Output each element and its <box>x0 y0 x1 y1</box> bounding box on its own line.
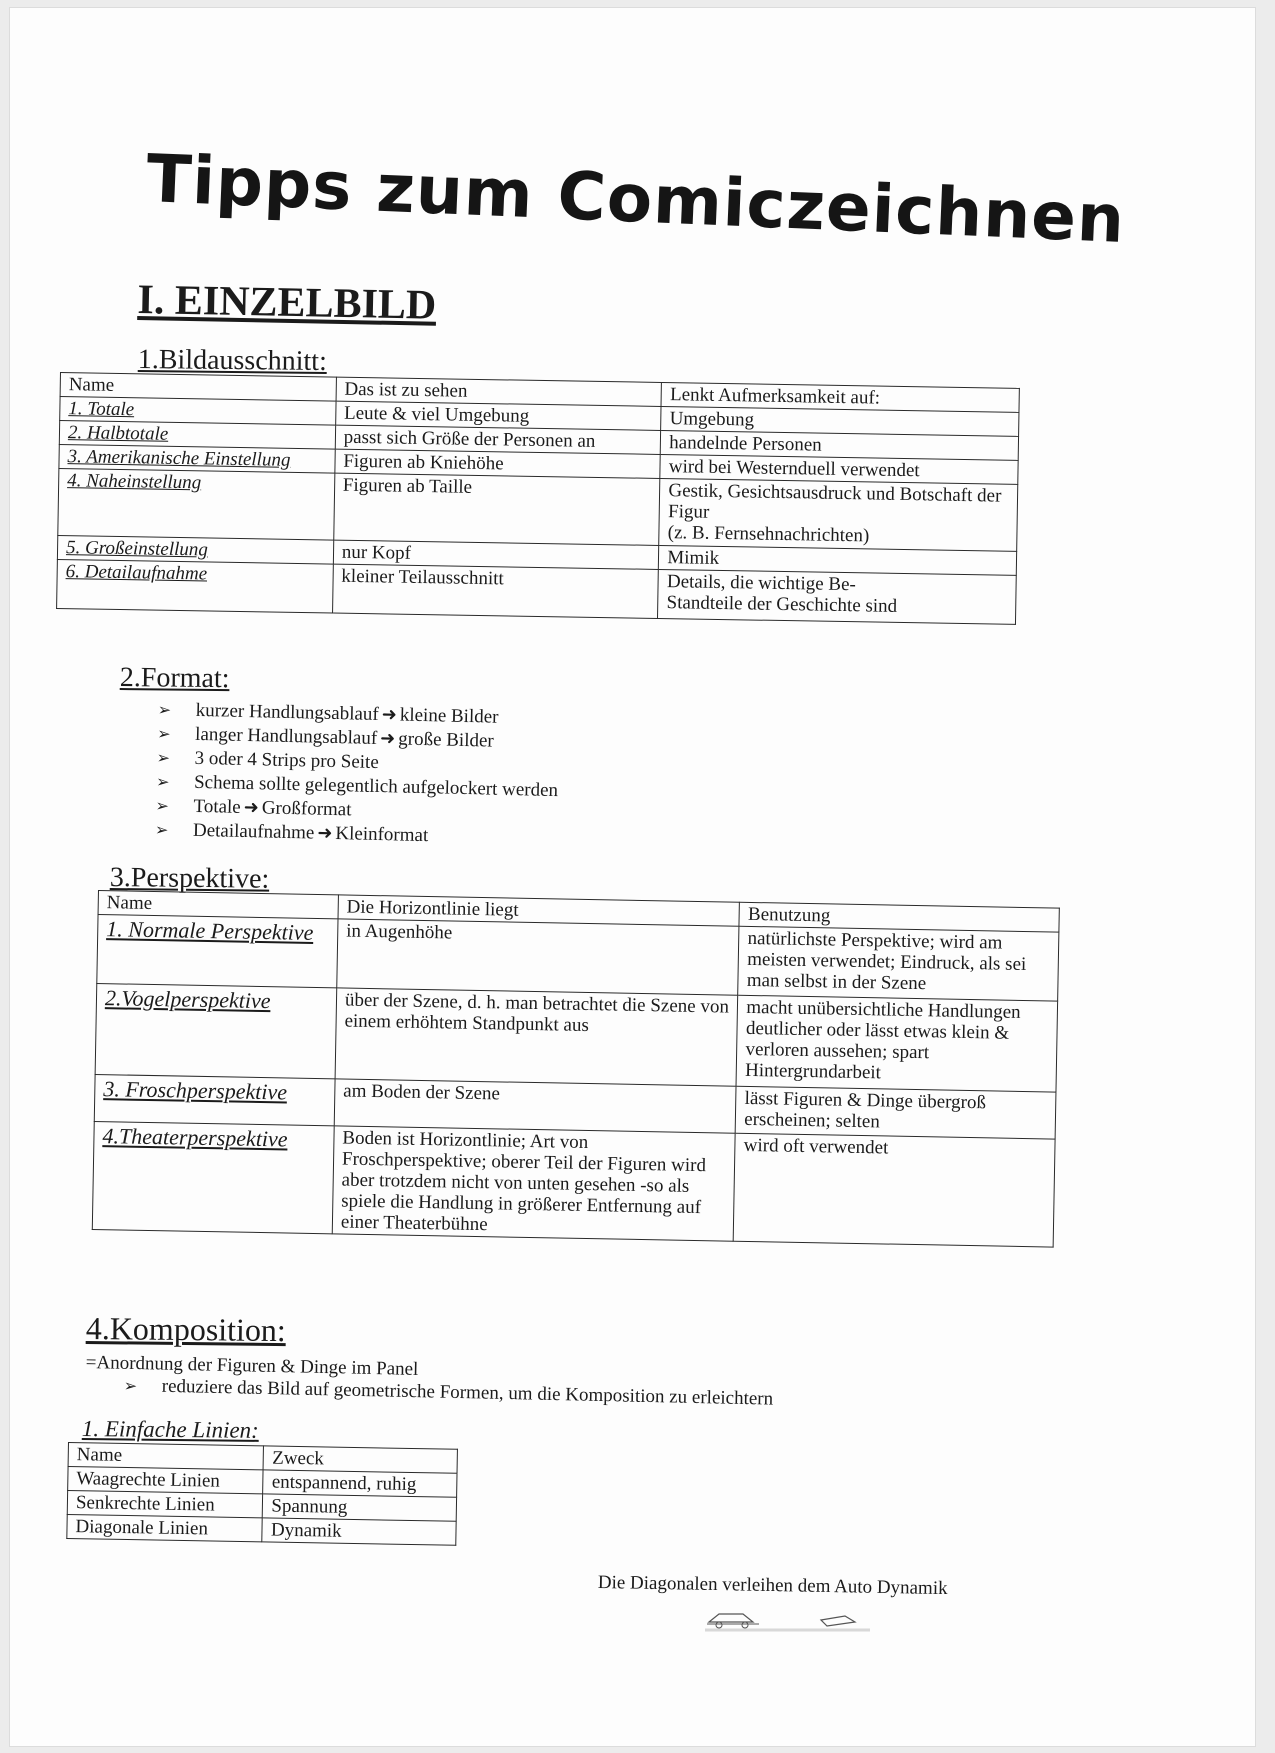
part-heading: I. EINZELBILD <box>137 276 437 329</box>
row-name: 3. Amerikanische Einstellung <box>59 444 335 473</box>
row-content: kleiner Teilausschnitt <box>332 564 658 618</box>
header-cell: Name <box>98 891 338 919</box>
right-arrow-icon: ➜ <box>379 728 396 750</box>
row-name: Waagrechte Linien <box>68 1467 264 1494</box>
section4-heading: 4.Komposition: <box>85 1310 287 1349</box>
row-name: 4. Naheinstellung <box>58 468 335 540</box>
header-cell: Benutzung <box>739 902 1059 932</box>
row-name: 6. Detailaufnahme <box>57 559 334 613</box>
row-usage: natürlichste Perspektive; wird am meisten verwendet; Eindruck, als sei man selbst in der Szene <box>738 926 1059 1001</box>
bildausschnitt-table <box>56 372 1020 625</box>
row-horizon: über der Szene, d. h. man betrachtet die Szene von einem erhöhtem Standpunkt aus <box>335 988 738 1086</box>
format-list-wrap <box>155 698 560 851</box>
car-caption: Die Diagonalen verleihen dem Auto Dynamik <box>597 1572 948 1600</box>
row-attention: handelnde Personen <box>661 430 1019 460</box>
table-row <box>95 983 1058 1092</box>
row-purpose: entspannend, ruhig <box>263 1470 457 1497</box>
row-content: Figuren ab Taille <box>333 473 660 545</box>
row-attention: Mimik <box>659 545 1017 575</box>
section1-heading: 1.Bildausschnitt: <box>137 344 327 377</box>
row-attention: Gestik, Gesichtsausdruck und Botschaft der Figur (z. B. Fernsehnachrichten) <box>659 478 1018 551</box>
list-item: ➢ kurzer Handlungsablauf ➜ kleine Bilder <box>157 698 559 731</box>
composition-definition: =Anordnung der Figuren & Dinge im Panel <box>85 1352 419 1380</box>
right-arrow-icon: ➜ <box>317 822 333 844</box>
row-horizon: Boden ist Horizontlinie; Art von Froschperspektive; oberer Teil der Figuren wird aber trotzdem nicht von unten gesehen -so als spiele die Handlung in größerer Entfernung auf einer Theaterbühne <box>332 1126 735 1241</box>
perspektive-table-wrap <box>92 890 1060 1248</box>
row-name: Diagonale Linien <box>67 1514 263 1541</box>
list-item: ➢ 3 oder 4 Strips pro Seite <box>156 746 558 779</box>
row-name: 1. Totale <box>60 397 336 426</box>
header-cell: Name <box>60 373 336 402</box>
row-attention: Details, die wichtige Be- Standteile der Geschichte sind <box>658 569 1016 624</box>
row-horizon: am Boden der Szene <box>334 1079 736 1133</box>
row-attention: wird bei Westernduell verwendet <box>660 454 1018 484</box>
row-name: Senkrechte Linien <box>67 1491 263 1518</box>
header-cell: Lenkt Aufmerksamkeit auf: <box>661 382 1019 412</box>
row-name: 5. Großeinstellung <box>57 535 333 564</box>
section3-heading: 3.Perspektive: <box>109 862 270 895</box>
header-cell: Name <box>68 1443 264 1470</box>
table-row <box>92 1121 1055 1247</box>
row-purpose: Spannung <box>263 1494 457 1521</box>
row-horizon: in Augenhöhe <box>337 919 740 995</box>
section2-heading: 2.Format: <box>119 662 230 695</box>
right-arrow-icon: ➜ <box>381 704 398 726</box>
header-cell: Die Horizontlinie liegt <box>338 895 740 926</box>
right-arrow-icon: ➜ <box>243 796 260 819</box>
row-usage: wird oft verwendet <box>734 1133 1056 1247</box>
lines-table-wrap <box>66 1442 458 1546</box>
bildausschnitt-table-wrap <box>56 372 1020 625</box>
row-name: 2.Vogelperspektive <box>95 983 337 1078</box>
lines-table <box>66 1442 458 1546</box>
row-name: 1. Normale Perspektive <box>97 915 338 988</box>
list-item: ➢ reduziere das Bild auf geometrische Formen, um die Komposition zu erleichtern <box>123 1374 773 1412</box>
row-content: nur Kopf <box>333 540 659 569</box>
row-content: passt sich Größe der Personen an <box>335 425 661 454</box>
page-title: Tipps zum Comiczeichnen <box>144 140 1127 258</box>
row-content: Figuren ab Kniehöhe <box>335 449 661 478</box>
row-usage: macht unübersichtliche Handlungen deutlicher oder lässt etwas klein & verloren aussehen; spart Hintergrundarbeit <box>736 995 1057 1092</box>
list-item: ➢ Schema sollte gelegentlich aufgelockert werden <box>156 770 558 803</box>
list-item: ➢ Detailaufnahme ➜ Kleinformat <box>155 818 557 851</box>
perspektive-table <box>92 890 1060 1248</box>
row-name: 2. Halbtotale <box>59 421 335 450</box>
row-name: 4.Theaterperspektive <box>92 1121 334 1233</box>
row-usage: lässt Figuren & Dinge übergroß erscheinen; selten <box>736 1086 1056 1139</box>
row-purpose: Dynamik <box>262 1518 456 1545</box>
car-sketch-icon <box>705 1606 875 1632</box>
row-name: 3. Froschperspektive <box>94 1074 335 1125</box>
header-cell: Das ist zu sehen <box>336 377 662 406</box>
list-item: ➢ langer Handlungsablauf ➜ große Bilder <box>157 722 559 755</box>
row-content: Leute & viel Umgebung <box>335 401 661 430</box>
format-list <box>155 698 560 851</box>
header-cell: Zweck <box>263 1446 457 1473</box>
row-attention: Umgebung <box>661 406 1019 436</box>
sub-heading-lines: 1. Einfache Linien: <box>81 1416 259 1443</box>
list-item: ➢ Totale ➜ Großformat <box>155 794 557 827</box>
